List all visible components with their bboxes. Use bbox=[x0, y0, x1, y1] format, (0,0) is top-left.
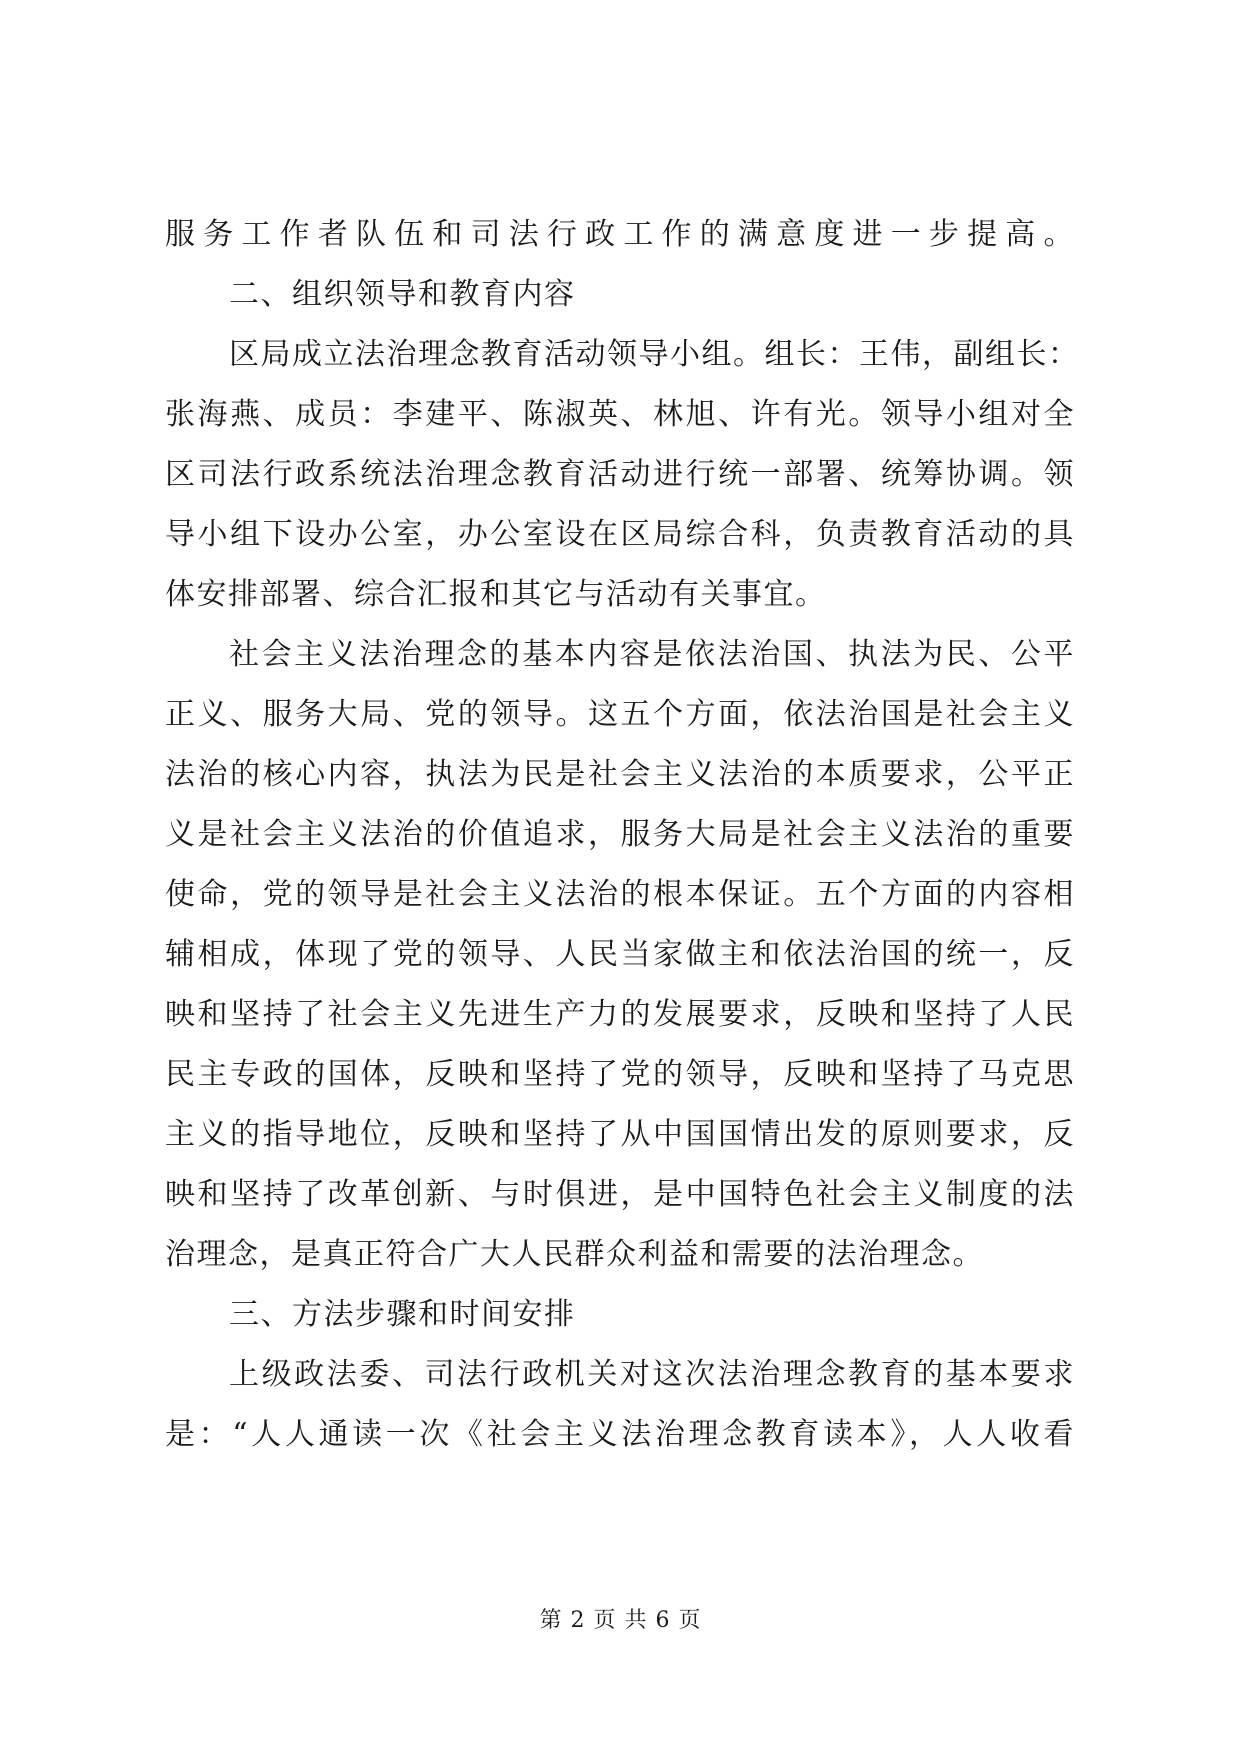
paragraph-line: 映和坚持了社会主义先进生产力的发展要求，反映和坚持了人民 bbox=[165, 997, 1075, 1032]
paragraph-line: 辅相成，体现了党的领导、人民当家做主和依法治国的统一，反 bbox=[165, 937, 1075, 972]
paragraph-line: 治理念，是真正符合广大人民群众利益和需要的法治理念。 bbox=[165, 1237, 984, 1272]
page-number-footer: 第 2 页 共 6 页 bbox=[539, 1608, 702, 1633]
paragraph-line: 是：“人人通读一次《社会主义法治理念教育读本》，人人收看 bbox=[165, 1417, 1075, 1452]
paragraph-line: 区司法行政系统法治理念教育活动进行统一部署、统筹协调。领 bbox=[165, 457, 1075, 492]
paragraph-line: 法治的核心内容，执法为民是社会主义法治的本质要求，公平正 bbox=[165, 757, 1075, 792]
paragraph-line: 正义、服务大局、党的领导。这五个方面，依法治国是社会主义 bbox=[165, 697, 1075, 732]
document-body bbox=[165, 205, 1080, 1465]
paragraph-line: 张海燕、成员：李建平、陈淑英、林旭、许有光。领导小组对全 bbox=[165, 397, 1075, 432]
paragraph-line: 导小组下设办公室，办公室设在区局综合科，负责教育活动的具 bbox=[165, 517, 1075, 552]
paragraph-line: 使命，党的领导是社会主义法治的根本保证。五个方面的内容相 bbox=[165, 877, 1075, 912]
paragraph-line: 映和坚持了改革创新、与时俱进，是中国特色社会主义制度的法 bbox=[165, 1177, 1075, 1212]
paragraph-line: 义是社会主义法治的价值追求，服务大局是社会主义法治的重要 bbox=[165, 817, 1075, 852]
paragraph-line: 体安排部署、综合汇报和其它与活动有关事宜。 bbox=[165, 577, 827, 612]
paragraph-line: 民主专政的国体，反映和坚持了党的领导，反映和坚持了马克思 bbox=[165, 1057, 1075, 1092]
section-heading: 三、方法步骤和时间安排 bbox=[229, 1297, 576, 1332]
paragraph-line: 区局成立法治理念教育活动领导小组。组长：王伟，副组长： bbox=[229, 337, 1080, 372]
paragraph-line: 主义的指导地位，反映和坚持了从中国国情出发的原则要求，反 bbox=[165, 1117, 1075, 1152]
paragraph-line: 服务工作者队伍和司法行政工作的满意度进一步提高。 bbox=[165, 217, 1075, 252]
paragraph-line: 社会主义法治理念的基本内容是依法治国、执法为民、公平 bbox=[229, 637, 1075, 672]
paragraph-line: 上级政法委、司法行政机关对这次法治理念教育的基本要求 bbox=[229, 1357, 1075, 1392]
section-heading: 二、组织领导和教育内容 bbox=[229, 277, 576, 312]
